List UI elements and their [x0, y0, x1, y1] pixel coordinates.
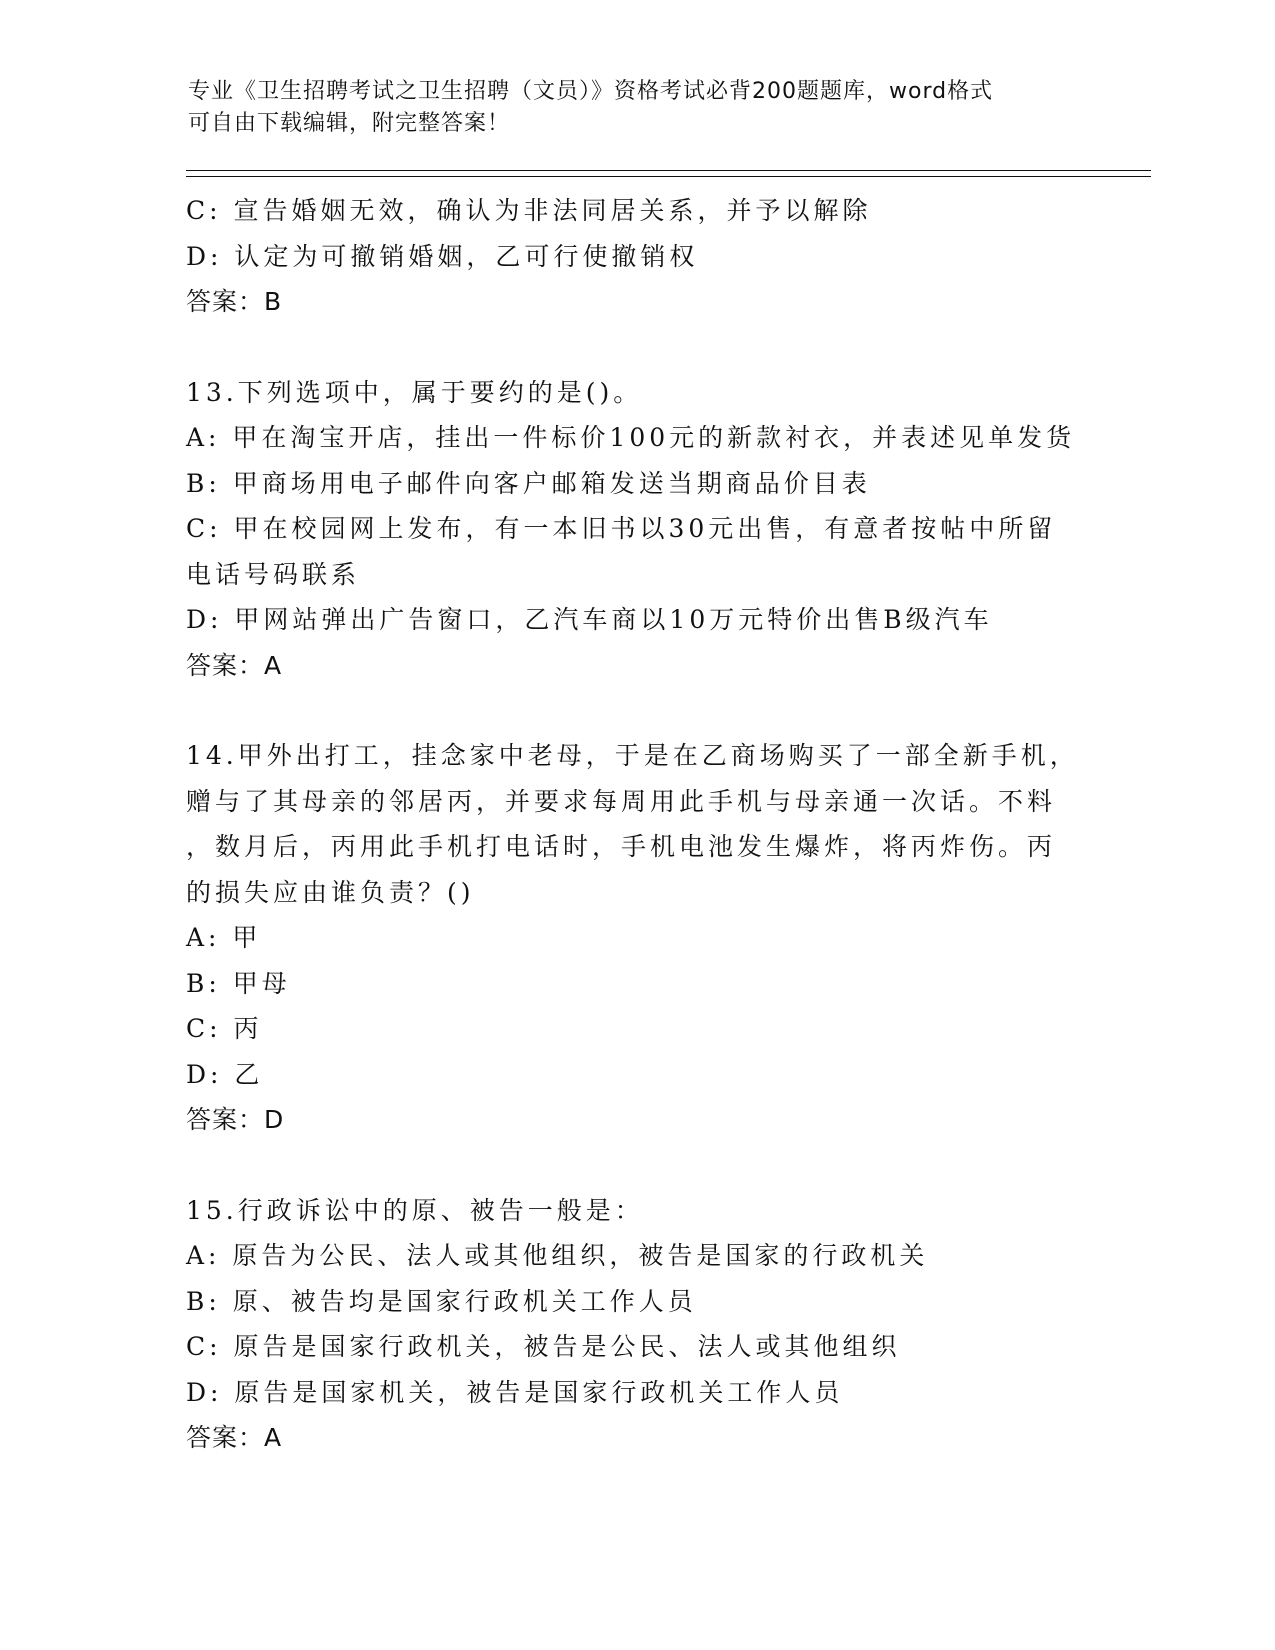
- header-divider-top: [186, 170, 1151, 171]
- option-b: B: 甲商场用电子邮件向客户邮箱发送当期商品价目表: [186, 468, 871, 498]
- question-content: [186, 188, 1096, 1461]
- option-b: B: 原、被告均是国家行政机关工作人员: [186, 1286, 697, 1316]
- option-c: C: 宣告婚姻无效，确认为非法同居关系，并予以解除: [186, 196, 872, 225]
- option-a: A: 原告为公民、法人或其他组织，被告是国家的行政机关: [186, 1241, 929, 1270]
- question-stem: 15.行政诉讼中的原、被告一般是：: [186, 1195, 644, 1225]
- option-d: D: 原告是国家机关，被告是国家行政机关工作人员: [186, 1377, 844, 1407]
- question-stem: 14.甲外出打工，挂念家中老母，于是在乙商场购买了一部全新手机，: [186, 741, 1079, 770]
- option-c: C: 原告是国家行政机关，被告是公民、法人或其他组织: [186, 1332, 901, 1361]
- question-13: [186, 370, 1096, 689]
- answer: 答案：B: [186, 287, 283, 316]
- question-stem: 13.下列选项中，属于要约的是()。: [186, 377, 643, 407]
- option-a: A: 甲: [186, 923, 262, 952]
- answer: 答案：A: [186, 1423, 283, 1452]
- header-divider-bottom: [186, 176, 1151, 177]
- page-header: [188, 76, 1068, 140]
- option-d: D: 甲网站弹出广告窗口，乙汽车商以10万元特价出售B级汽车: [186, 605, 993, 634]
- option-d: D: 认定为可撤销婚姻，乙可行使撤销权: [186, 241, 699, 271]
- header-title-line-1: 专业《卫生招聘考试之卫生招聘（文员）》资格考试必背200题题库，word格式: [188, 79, 994, 104]
- option-d: D: 乙: [186, 1059, 264, 1089]
- header-title-line-2: 可自由下载编辑，附完整答案！: [188, 111, 511, 136]
- option-c: C: 丙: [186, 1014, 263, 1043]
- option-b: B: 甲母: [186, 968, 291, 998]
- question-12-tail: [186, 188, 1096, 325]
- option-c: C: 甲在校园网上发布，有一本旧书以30元出售，有意者按帖中所留: [186, 514, 1057, 543]
- spacer: [186, 1143, 1096, 1188]
- answer: 答案：A: [186, 650, 283, 680]
- question-15: [186, 1188, 1096, 1461]
- spacer: [186, 325, 1096, 370]
- option-a: A: 甲在淘宝开店，挂出一件标价100元的新款衬衣，并表述见单发货: [186, 423, 1076, 452]
- question-stem: 赠与了其母亲的邻居丙，并要求每周用此手机与母亲通一次话。不料: [186, 786, 1057, 816]
- spacer: [186, 688, 1096, 733]
- answer: 答案：D: [186, 1105, 285, 1134]
- question-stem: ，数月后，丙用此手机打电话时，手机电池发生爆炸，将丙炸伤。丙: [186, 832, 1057, 861]
- question-14: [186, 733, 1096, 1143]
- question-stem: 的损失应由谁负责？(): [186, 877, 475, 907]
- option-c-continued: 电话号码联系: [186, 559, 361, 589]
